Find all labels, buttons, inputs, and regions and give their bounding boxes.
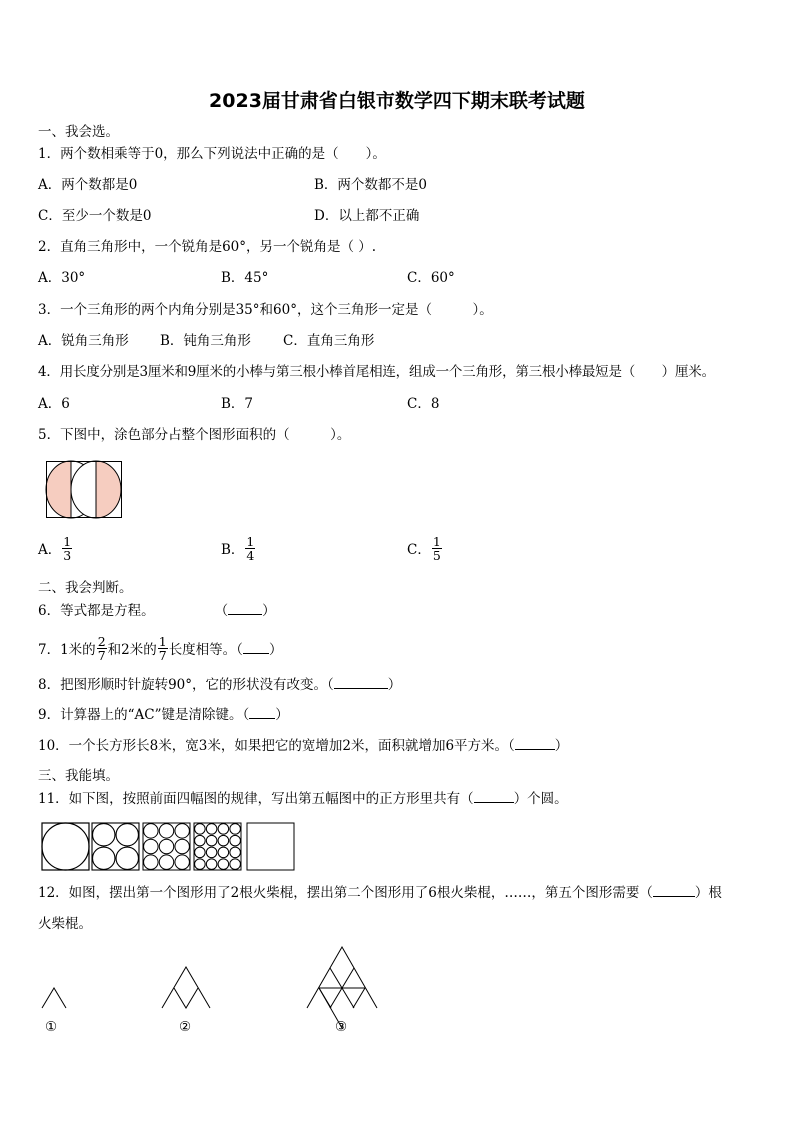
question-4-option-c[interactable]: C．8 <box>407 396 440 412</box>
page-title: 2023届甘肃省白银市数学四下期末联考试题 <box>209 90 585 112</box>
grid-circle <box>195 824 206 835</box>
fraction <box>158 635 168 662</box>
section-heading-judge: 二、我会判断。 <box>38 580 133 596</box>
fraction-numerator: 1 <box>246 534 255 549</box>
grid-circle <box>195 847 206 858</box>
answer-blank[interactable] <box>474 802 514 803</box>
question-3-option-a[interactable]: A．锐角三角形 <box>38 333 129 349</box>
answer-blank[interactable] <box>653 896 695 897</box>
fraction-denominator: 5 <box>432 548 441 563</box>
grid-circle <box>230 847 241 858</box>
question-11-figure <box>41 822 295 871</box>
fraction-denominator: 4 <box>246 548 255 563</box>
question-2-option-b[interactable]: B．45° <box>221 270 269 286</box>
grid-circle <box>230 859 241 870</box>
question-9-text: 9．计算器上的“AC”键是清除键。（ <box>38 707 250 723</box>
grid-circle <box>159 839 173 853</box>
fraction-denominator: 7 <box>97 648 106 663</box>
grid-circle <box>175 839 189 853</box>
question-1-option-b[interactable]: B．两个数都不是0 <box>314 177 428 193</box>
grid-circle <box>218 859 229 870</box>
question-8-text: 8．把图形顺时针旋转90°，它的形状没有改变。（ <box>38 677 334 693</box>
paren-left: （ <box>214 603 229 619</box>
fraction-denominator: 7 <box>158 648 167 663</box>
question-6 <box>38 602 276 620</box>
answer-blank[interactable] <box>249 718 275 719</box>
grid-circle <box>175 855 189 869</box>
question-10-text: 10．一个长方形长8米，宽3米，如果把它的宽增加2米，面积就增加6平方米。（ <box>38 738 515 754</box>
question-4-stem: 4．用长度分别是3厘米和9厘米的小棒与第三根小棒首尾相连，组成一个三角形，第三根小棒最短是（ ）厘米。 <box>38 364 715 380</box>
grid-circle <box>195 835 206 846</box>
figure-label-3: ③ <box>335 1019 348 1035</box>
question-2-option-a[interactable]: A．30° <box>38 270 86 286</box>
paren-right: ） <box>268 642 283 658</box>
paren-right: ） <box>554 738 569 754</box>
question-12-text: 12．如图，摆出第一个图形用了2根火柴棍，摆出第二个图形用了6根火柴棍，……，第五个图形需要（ <box>38 885 653 901</box>
question-8 <box>38 676 401 694</box>
grid-circle <box>206 859 217 870</box>
grid-circle <box>230 824 241 835</box>
fraction <box>432 535 442 562</box>
answer-blank[interactable] <box>334 688 388 689</box>
question-10 <box>38 737 568 755</box>
question-5-option-b[interactable] <box>221 534 256 564</box>
fraction-numerator: 1 <box>432 534 441 549</box>
question-7-text-1: 7．1米的 <box>38 642 96 658</box>
question-2-option-c[interactable]: C．60° <box>407 270 455 286</box>
matchstick-figure-1 <box>42 988 66 1008</box>
grid-circle <box>206 847 217 858</box>
grid-circle <box>218 835 229 846</box>
question-12-line-2: 火柴棍。 <box>38 916 92 932</box>
question-1-option-a[interactable]: A．两个数都是0 <box>38 177 138 193</box>
question-11 <box>38 790 568 808</box>
question-3-option-b[interactable]: B．钝角三角形 <box>160 333 251 349</box>
question-1-option-d[interactable]: D．以上都不正确 <box>314 208 420 224</box>
figure-label-2: ② <box>179 1019 192 1035</box>
question-9 <box>38 706 289 724</box>
grid-circle <box>159 855 173 869</box>
grid-circle <box>195 859 206 870</box>
paren-right: ） <box>262 603 276 619</box>
question-5-stem: 5．下图中，涂色部分占整个图形面积的（ ）。 <box>38 427 351 443</box>
paren-right: ） <box>275 707 289 723</box>
fraction-denominator: 3 <box>63 548 72 563</box>
question-3-option-c[interactable]: C．直角三角形 <box>283 333 375 349</box>
answer-blank[interactable] <box>228 614 262 615</box>
grid-circle <box>144 855 158 869</box>
question-12-text-end: ）根 <box>694 885 722 901</box>
fraction-numerator: 1 <box>63 534 72 549</box>
question-4-option-a[interactable]: A．6 <box>38 396 70 412</box>
square-2 <box>92 823 139 870</box>
paren-right: ） <box>387 677 402 693</box>
fraction <box>245 535 255 562</box>
grid-circle <box>230 835 241 846</box>
question-5-option-a[interactable] <box>38 534 73 564</box>
fraction <box>97 635 107 662</box>
grid-circle <box>159 824 173 838</box>
option-label: B． <box>221 542 245 558</box>
square-3 <box>143 823 190 870</box>
question-7-text-2: 和2米的 <box>107 642 157 658</box>
question-5-option-c[interactable] <box>407 534 443 564</box>
matchstick-figure-2 <box>162 967 210 1008</box>
grid-circle <box>206 835 217 846</box>
square-5 <box>247 823 294 870</box>
question-7-text-3: 长度相等。（ <box>168 642 243 658</box>
fraction-numerator: 1 <box>158 634 167 649</box>
answer-blank[interactable] <box>515 749 555 750</box>
matchstick-figure-3 <box>307 947 377 1028</box>
question-3-stem: 3．一个三角形的两个内角分别是35°和60°，这个三角形一定是（ ）。 <box>38 302 493 318</box>
question-12-line-1 <box>38 884 722 902</box>
grid-circle <box>206 824 217 835</box>
option-label: A． <box>38 542 62 558</box>
grid-circle <box>144 839 158 853</box>
grid-circle <box>218 824 229 835</box>
square-4 <box>194 823 241 870</box>
section-heading-fill: 三、我能填。 <box>38 768 119 784</box>
question-1-stem: 1．两个数相乘等于0，那么下列说法中正确的是（ ）。 <box>38 146 386 162</box>
grid-circle <box>218 847 229 858</box>
question-4-option-b[interactable]: B．7 <box>221 396 254 412</box>
question-5-figure <box>46 461 124 518</box>
question-11-text-end: ）个圆。 <box>513 791 568 807</box>
square-1 <box>42 823 89 870</box>
fraction <box>62 535 72 562</box>
question-6-text: 6．等式都是方程。 <box>38 603 155 619</box>
answer-blank[interactable] <box>243 653 269 654</box>
question-7 <box>38 634 283 664</box>
option-label: C． <box>407 542 431 558</box>
grid-circle <box>175 824 189 838</box>
grid-circle <box>144 824 158 838</box>
fraction-numerator: 2 <box>97 634 106 649</box>
section-heading-choose: 一、我会选。 <box>38 124 119 140</box>
question-11-text: 11．如下图，按照前面四幅图的规律，写出第五幅图中的正方形里共有（ <box>38 791 474 807</box>
question-2-stem: 2．直角三角形中，一个锐角是60°，另一个锐角是（ ）. <box>38 239 377 255</box>
figure-label-1: ① <box>45 1019 58 1035</box>
question-1-option-c[interactable]: C．至少一个数是0 <box>38 208 152 224</box>
